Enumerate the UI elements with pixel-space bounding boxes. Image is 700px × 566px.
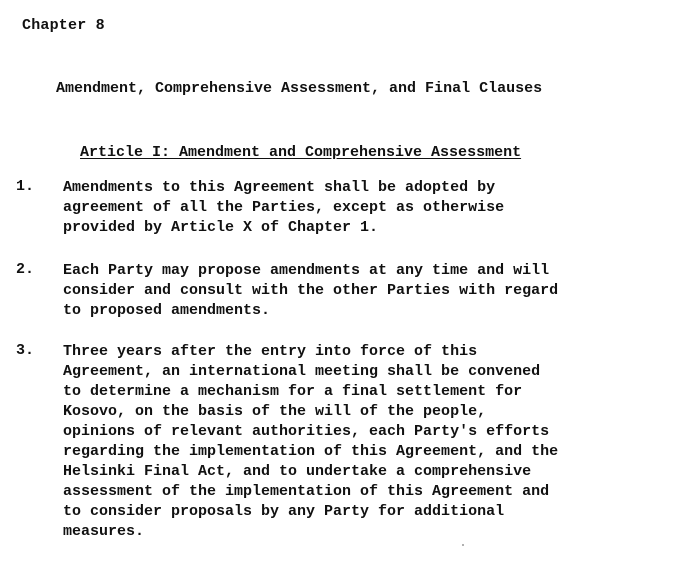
clause-number: 2. bbox=[16, 261, 35, 278]
clause-text: Amendments to this Agreement shall be adopted by agreement of all the Parties, except as otherwise provided by Article X of Chapter 1. bbox=[63, 179, 505, 236]
clause-text: Three years after the entry into force of this Agreement, an international meeting shall be convened to determine a mechanism for a final settlement for Kosovo, on the basis of the will of the people, opinions of relevant authorities, each Party's efforts regarding the implementation of this Agreement, and the Helsinki Final Act, and to undertake a comprehensive assessment of the implementation of this Agreement and to consider proposals by any Party for additional measures. bbox=[63, 343, 559, 540]
chapter-label: Chapter 8 bbox=[22, 17, 105, 34]
scan-speck bbox=[462, 544, 464, 546]
article-heading: Article I: Amendment and Comprehensive Assessment bbox=[80, 144, 522, 161]
clause-number: 3. bbox=[16, 342, 35, 359]
chapter-title: Amendment, Comprehensive Assessment, and Final Clauses bbox=[56, 80, 543, 97]
clause-number: 1. bbox=[16, 178, 35, 195]
clause-text: Each Party may propose amendments at any time and will consider and consult with the other Parties with regard to proposed amendments. bbox=[63, 262, 559, 319]
